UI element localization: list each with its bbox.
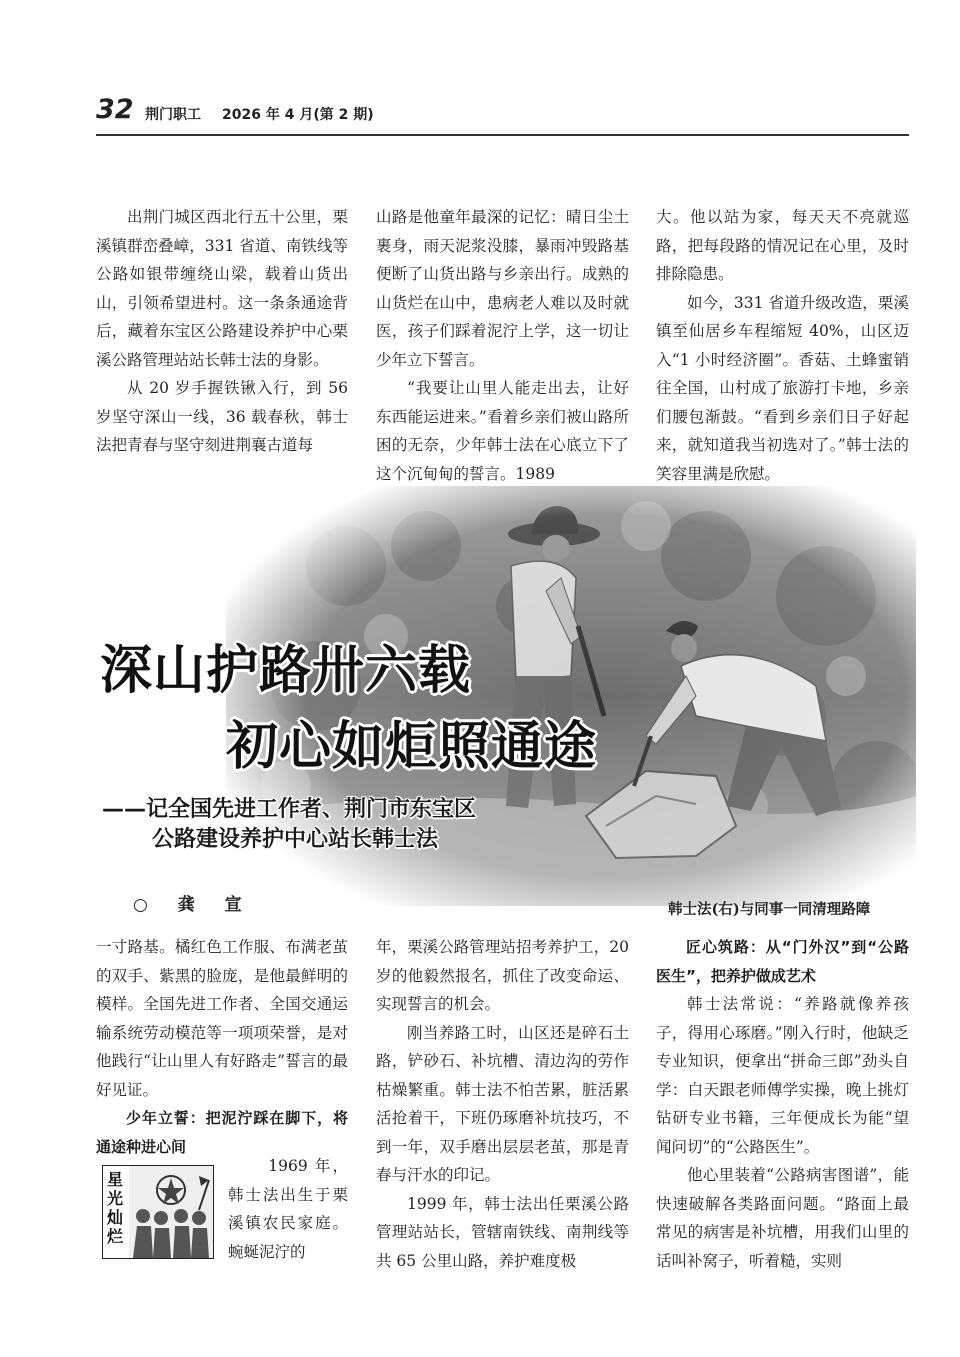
section-heading: 匠心筑路：从“门外汉”到“公路医生”，把养护做成艺术 <box>656 938 909 985</box>
journal-name: 荆门职工 <box>145 107 201 123</box>
paragraph-continued: 年，栗溪公路管理站招考养护工，20 岁的他毅然报名，抓住了改变命运、实现誓言的机会。 <box>376 938 629 1013</box>
paragraph-continued: 大。他以站为家，每天天不亮就巡路，把每段路的情况记在心里，及时排除隐患。 <box>656 208 909 283</box>
headline-line-2: 初心如炬照通途 <box>226 717 598 777</box>
paragraph: 1999 年，韩士法出任栗溪公路管理站站长，管辖南铁线、南荆线等共 65 公里山路，养护难度极 <box>376 1194 629 1270</box>
column-badge-label: 星光灿烂 <box>107 1170 124 1246</box>
bottom-column-3 <box>656 933 909 1275</box>
crowd-illustration-icon <box>129 1166 213 1258</box>
paragraph: 1969 年，韩士法出生于栗溪镇农民家庭。蜿蜒泥泞的 <box>228 1157 348 1261</box>
subtitle-line-2: 公路建设养护中心站长韩士法 <box>152 827 439 852</box>
author-byline: ○ 龚 宣 <box>133 895 254 915</box>
top-column-3 <box>656 203 909 488</box>
paragraph: 韩士法常说：“养路就像养孩子，得用心琢磨。”刚入行时，他缺乏专业知识，便拿出“拼命三郎”劲头自学：白天跟老师傅学实操，晚上挑灯钻研专业书籍，三年便成长为能“望闻问切”的“公路医生”。 <box>656 995 909 1156</box>
paragraph: 从 20 岁手握铁锹入行，到 56 岁坚守深山一线，36 载春秋，韩士法把青春与坚守刻进荆襄古道每 <box>96 379 348 454</box>
photo-caption: 韩士法(右)与同事一同清理路障 <box>668 901 871 918</box>
paragraph: 刚当养路工时，山区还是碎石土路，铲砂石、补坑槽、清边沟的劳作枯燥繁重。韩士法不怕苦累，脏活累活抢着干，下班仍琢磨补坑技巧，不到一年，双手磨出层层老茧，那是青春与汗水的印记。 <box>376 1023 629 1184</box>
top-column-1 <box>96 203 348 460</box>
paragraph: 出荆门城区西北行五十公里，栗溪镇群峦叠嶂，331 省道、南铁线等公路如银带缠绕山梁，载着山货出山，引领希望进村。这一条条通途背后，藏着东宝区公路建设养护中心栗溪公路管理站站长韩士法的身影。 <box>96 208 348 369</box>
top-column-2 <box>376 203 629 488</box>
page-number: 32 <box>96 94 134 125</box>
paragraph-continued: 一寸路基。橘红色工作服、布满老茧的双手、紫黑的脸庞，是他最鲜明的模样。全国先进工作者、全国交通运输系统劳动模范等一项项荣誉，是对他践行“让山里人有好路走”誓言的最好见证。 <box>96 938 348 1099</box>
paragraph: “我要让山里人能走出去，让好东西能运进来。”看着乡亲们被山路所困的无奈，少年韩士法在心底立下了这个沉甸甸的誓言。1989 <box>376 379 629 483</box>
headline-line-1: 深山护路卅六载 <box>100 641 472 701</box>
column-badge <box>102 1165 214 1259</box>
header-rule <box>96 134 909 136</box>
section-heading: 少年立誓：把泥泞踩在脚下，将通途种进心间 <box>96 1109 348 1156</box>
bottom-column-1 <box>96 933 348 1161</box>
paragraph: 如今，331 省道升级改造，栗溪镇至仙居乡车程缩短 40%，山区迈入“1 小时经济圈”。香菇、土蜂蜜销往全国，山村成了旅游打卡地，乡亲们腰包渐鼓。“看到乡亲们日子好起来，就知道我当初选对了。”韩士法的笑容里满是欣慰。 <box>656 293 909 483</box>
paragraph-continued: 山路是他童年最深的记忆：晴日尘土裹身，雨天泥浆没膝，暴雨冲毁路基便断了山货出路与乡亲出行。成熟的山货烂在山中，患病老人难以及时就医，孩子们踩着泥泞上学，这一切让少年立下誓言。 <box>376 208 629 369</box>
paragraph-beside-badge <box>228 1152 348 1266</box>
issue-info: 2026 年 4 月(第 2 期) <box>222 107 374 123</box>
subtitle-line-1: ——记全国先进工作者、荆门市东宝区 <box>102 797 477 822</box>
bottom-column-2 <box>376 933 629 1275</box>
paragraph: 他心里装着“公路病害图谱”，能快速破解各类路面问题。“路面上最常见的病害是补坑槽，用我们山里的话叫补窝子，听着糙，实则 <box>656 1166 909 1270</box>
